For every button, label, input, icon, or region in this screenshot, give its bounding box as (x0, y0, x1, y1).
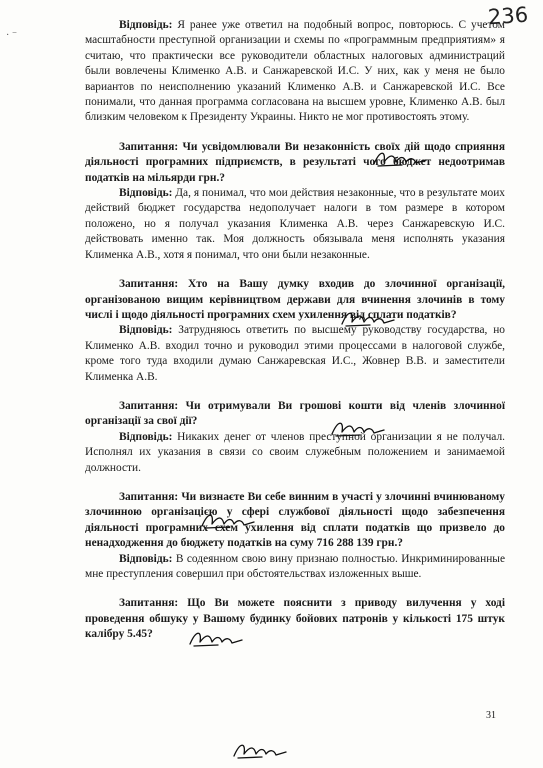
question-block (85, 596, 505, 642)
edge-mark: · ⁻ (6, 30, 18, 41)
question-label: Запитання: (119, 490, 179, 503)
answer-block (85, 186, 505, 263)
interrogation-text (85, 18, 505, 643)
question-block (85, 399, 505, 430)
question-label: Запитання: (119, 399, 179, 412)
signature-mark (232, 740, 288, 762)
page-number: 31 (486, 710, 496, 721)
question-label: Запитання: (119, 140, 179, 153)
signature-mark (188, 628, 244, 650)
question-block (85, 277, 505, 323)
signature-mark (330, 418, 386, 440)
answer-text: Я ранее уже ответил на подобный вопрос, повторюсь. С учетом масштабности преступной организации и схемы по «программным предприятиям» я считаю, что практически все руководители областных налоговых администраций были вовлечены Клименко А.В. и Санжаревской И.С. У них, как у меня не было вариантов по неисполнению указаний Клименко А.В. и Санжаревской И.С. Все понимали, что данная программа согласована на высшем уровне, Клименко А.В. был близким человеком к Президенту Украины. Никто не мог противостоять этому. (85, 19, 505, 124)
question-text: Чи отримували Ви грошові кошти від членів злочинної організації за свої дії? (85, 399, 505, 428)
answer-block (85, 552, 505, 583)
question-block (85, 140, 505, 186)
answer-block (85, 430, 505, 476)
question-block (85, 490, 505, 552)
answer-label: Відповідь: (119, 324, 173, 337)
signature-mark (372, 148, 428, 170)
answer-text: Никаких денег от членов преступной организации я не получал. Исполнял их указания в связи со своим служебным положением и занимаемой должности. (85, 430, 505, 474)
question-text: Хто на Вашу думку входив до злочинної організації, організованою вищим керівництвом держави для вчинення злочинів в тому числі і щодо діяльності програмних схем ухилення від сплати податків? (85, 278, 505, 321)
question-label: Запитання: (119, 278, 179, 291)
question-text: Що Ви можете пояснити з приводу вилучення у ході проведення обшуку у Вашому будинку бойових патронів у кількості 175 штук калібру 5.45? (85, 597, 505, 641)
answer-text: В содеянном свою вину признаю полностью. Инкриминированные мне преступления совершил при обстоятельствах изложенных выше. (85, 552, 505, 580)
signature-mark (200, 510, 256, 532)
question-text: Чи усвідомлювали Ви незаконність своїх дій щодо сприяння діяльності програмних підприємств, в результаті чого бюджет недоотримав податків на мільярди грн.? (85, 140, 505, 184)
answer-label: Відповідь: (119, 430, 173, 443)
answer-label: Відповідь: (119, 19, 173, 31)
question-text: Чи визнаєте Ви себе винним в участі у злочинні вчинюваному злочинною організацією у сфері службової діяльності щодо забезпечення діяльності програмних схем ухилення від сплати податків що призвело до ненадходження до бюджету податків на суму 716 288 139 грн.? (85, 490, 505, 550)
answer-text: Да, я понимал, что мои действия незаконные, что в результате моих действий бюджет государства недополучает налоги в том размере в котором положено, но я получал указания Клименка А.В. через Санжаревскую И.С. действовать именно так. Моя должность обязывала меня исполнять указания Клименка А.В., хотя я понимал, что они были незаконные. (85, 187, 505, 261)
answer-block (85, 18, 505, 126)
answer-label: Відповідь: (119, 552, 173, 565)
signature-mark (340, 308, 396, 330)
handwritten-page-number: 236 (487, 2, 529, 30)
question-label: Запитання: (119, 597, 179, 610)
answer-text: Затрудняюсь ответить по высшему руководству государства, но Клименко А.В. входил точно и руководил этими процессами в налоговой службе, кроме того туда входили думаю Санжаревская И.С., Жовнер В.В. и заместители Клименка А.В. (85, 324, 505, 383)
answer-block (85, 323, 505, 385)
answer-label: Відповідь: (119, 187, 173, 200)
